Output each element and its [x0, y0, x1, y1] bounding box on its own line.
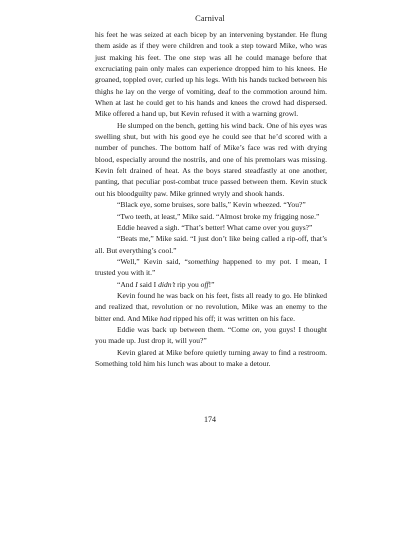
- text-run: “Beats me,” Mike said. “I just don’t like being called a rip-off, that’s all. But everything’s cool.”: [95, 234, 327, 255]
- text-run: rip you: [175, 279, 201, 289]
- text-run: “Black eye, some bruises, sore balls,” Kevin wheezed. “You?”: [117, 200, 306, 210]
- paragraph: [95, 199, 327, 210]
- text-run: !”: [208, 279, 215, 289]
- text-run: “And: [117, 279, 136, 289]
- paragraph: [95, 347, 327, 370]
- text-run: his feet he was seized at each bicep by an intervening bystander. He flung them aside as if they were children and took a step toward Mike, who was just making his feet. The one step was all he could manage before that excruciating pain only males can experience dropped him to his knees. He groaned, toppled over, curled up his legs. With his hands tucked between his thighs he lay on the verge of vomiting, deaf to the commotion around him. When at last he could get to his hands and knees the crowd had dispersed. Mike offered a hand up, but Kevin refused it with a warning growl.: [95, 30, 327, 119]
- paragraph: [95, 256, 327, 279]
- paragraph: [95, 29, 327, 120]
- text-run: Eddie was back up between them. “Come: [117, 324, 253, 334]
- text-run: “Well,” Kevin said, “: [117, 256, 188, 266]
- page-number: 174: [204, 415, 216, 424]
- paragraph: [95, 324, 327, 347]
- text-run: you guys! I thought you made up. Just drop it, will you?”: [95, 324, 327, 346]
- emphasized-text: didn’t: [158, 279, 176, 289]
- text-run: said I: [137, 279, 159, 289]
- emphasized-text: on,: [252, 324, 262, 334]
- text-run: Kevin found he was back on his feet, fists all ready to go. He blinked and realized that, revolution or no revolution, Mike was an enemy to the bitter end. And Mike: [95, 290, 327, 323]
- text-run: ripped his off; it was written on his face.: [171, 313, 296, 323]
- emphasized-text: had: [159, 313, 172, 323]
- text-run: Kevin glared at Mike before quietly turning away to find a restroom. Something told him his lunch was about to make a detour.: [95, 347, 327, 368]
- text-run: happened to my pot. I mean, I trusted you with it.”: [95, 256, 327, 278]
- text-run: Eddie heaved a sigh. “That’s better! What came over you guys?”: [117, 222, 313, 232]
- paragraph: [95, 222, 327, 233]
- paragraph: [95, 211, 327, 222]
- paragraph: [95, 290, 327, 324]
- paragraph: [95, 120, 327, 199]
- paragraph: [95, 233, 327, 256]
- paragraph: [95, 279, 327, 290]
- running-head: Carnival: [195, 14, 225, 23]
- body-text: [95, 29, 327, 369]
- emphasized-text: something: [187, 256, 219, 266]
- text-run: “Two teeth, at least,” Mike said. “Almost broke my frigging nose.”: [117, 211, 320, 221]
- emphasized-text: off: [200, 279, 209, 289]
- text-run: He slumped on the bench, getting his wind back. One of his eyes was swelling shut, but with his good eye he could see that he’d scored with a number of punches. The bottom half of Mike’s face was red with drying blood, especially around the nostrils, and one of his premolars was missing. Kevin felt drained of heat. As the boys stared steadfastly at one another, panting, that peculiar post-combat truce passed between them. Kevin stuck out his bloodguilty paw. Mike grinned wryly and shook hands.: [95, 120, 327, 198]
- emphasized-text: I: [135, 279, 138, 289]
